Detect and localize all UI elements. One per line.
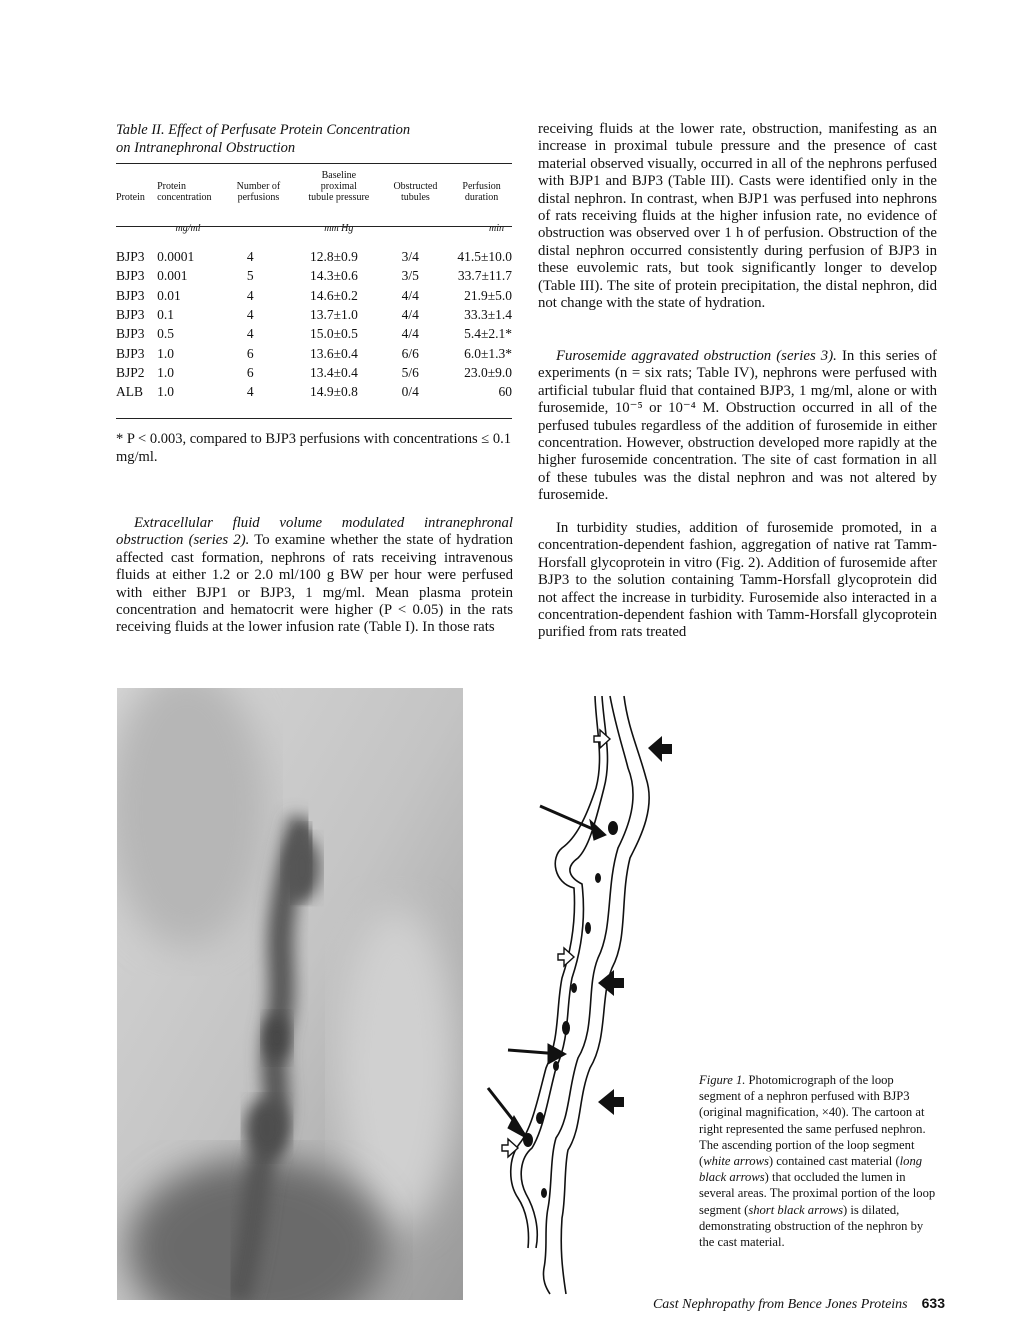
white-arrows-term: white arrows (703, 1154, 769, 1169)
units-row (114, 209, 514, 247)
cell-obstructed: 3/4 (401, 249, 419, 265)
cell-pressure: 13.4±0.4 (310, 364, 358, 380)
cell-concentration: 1.0 (157, 384, 174, 400)
cell-pressure: 14.6±0.2 (310, 287, 358, 303)
table-header-row (114, 170, 514, 209)
cell-protein: BJP3 (116, 345, 145, 361)
nephron-cartoon (478, 688, 693, 1298)
right-paragraph-2 (538, 348, 937, 505)
cell-pressure: 13.6±0.4 (310, 345, 358, 361)
cell-perfusions: 4 (246, 326, 254, 342)
table-row (114, 343, 514, 362)
left-paragraph-body: To examine whether the state of hydration affected cast formation, nephrons of rats receiving intravenous fluids at either 1.2 or 2.0 ml/100 g BW per hour were perfused with either BJP1 or BJP3, 1 mg/ml. Mean plasma protein concentration and hematocrit were higher (P < 0.05) in the rats receiving fluids at the lower infusion rate (Table I). In those rats (116, 532, 513, 636)
col-perfusions: Number of perfusions (236, 181, 281, 203)
table-caption (116, 121, 516, 157)
cell-concentration: 1.0 (157, 345, 174, 361)
table-row (114, 266, 514, 285)
col-pressure: Baseline proximal tubule pressure (308, 170, 370, 203)
col-obstructed: Obstructed tubules (393, 181, 438, 203)
cell-duration: 6.0±1.3* (464, 345, 512, 361)
cell-protein: BJP3 (116, 307, 145, 323)
running-title: Cast Nephropathy from Bence Jones Proteins (652, 1297, 908, 1312)
table-row (114, 286, 514, 305)
cell-concentration: 0.5 (157, 326, 174, 342)
unit-duration: min (489, 222, 504, 234)
cell-duration: 33.3±1.4 (464, 307, 512, 323)
cell-pressure: 14.9±0.8 (310, 384, 358, 400)
cell-protein: BJP3 (116, 249, 145, 265)
cell-concentration: 1.0 (157, 364, 174, 380)
cell-pressure: 15.0±0.5 (310, 326, 358, 342)
table-row (114, 324, 514, 343)
left-paragraph-heading: Extracellular fluid volume modulated intranephronal obstruction (series 2). (116, 515, 513, 549)
cell-pressure: 13.7±1.0 (310, 307, 358, 323)
cell-concentration: 0.01 (157, 287, 181, 303)
right-paragraph-2-heading: Furosemide aggravated obstruction (series 3). (556, 348, 837, 364)
cell-perfusions: 4 (246, 249, 254, 265)
cell-perfusions: 4 (246, 307, 254, 323)
cell-obstructed: 4/4 (401, 307, 419, 323)
cell-protein: BJP3 (116, 287, 145, 303)
long-black-arrows-term: long black arrows (699, 1154, 923, 1185)
table-row (114, 363, 514, 382)
table-row (114, 382, 514, 401)
cell-protein: BJP3 (116, 268, 145, 284)
table-footnote: * P < 0.003, compared to BJP3 perfusions with concentrations ≤ 0.1 mg/ml. (116, 431, 511, 465)
table-top-rule (116, 163, 512, 164)
right-paragraph-2-body: In this series of experiments (n = six rats; Table IV), nephrons were perfused with artificial tubular fluid that contained BJP3, 1 mg/ml, alone or with furosemide, 10⁻⁵ or 10⁻⁴ M. Obstruction occurred in all of the perfused tubules regardless of the addition of furosemide in either concentration. However, obstruction developed more rapidly at the higher furosemide concentration. The site of cast formation in all of these tubules was the distal nephron and was not altered by furosemide. (538, 348, 937, 504)
page-number: 633 (921, 1295, 945, 1311)
right-paragraph-1: receiving fluids at the lower rate, obstruction, manifesting as an increase in proximal tubule pressure and the presence of cast material observed visually, occurred in all of the nephrons perfused with BJP1 and BJP3 (Table III). Casts were identified only in the distal nephron. In contrast, when BJP1 was perfused into nephrons of rats receiving fluids at the higher infusion rate, no evidence of obstruction was observed over 1 h of perfusion. Obstruction of the distal nephron occurred consistently during perfusion of BJP3 in these euvolemic rats, but took significantly longer to develop (Table III). The site of protein precipitation, the distal nephron, did not change with the state of hydration. (538, 121, 937, 312)
col-duration: Perfusion duration (462, 181, 501, 203)
cell-protein: BJP2 (116, 364, 145, 380)
cell-duration: 21.9±5.0 (464, 287, 512, 303)
cell-obstructed: 4/4 (401, 287, 419, 303)
short-black-arrows-term: short black arrows (748, 1202, 844, 1217)
cell-obstructed: 3/5 (401, 268, 419, 284)
unit-pressure: mm Hg (324, 222, 354, 234)
table-row (114, 305, 514, 324)
table-header-rule (116, 226, 512, 227)
cell-concentration: 0.001 (157, 268, 188, 284)
cell-concentration: 0.1 (157, 307, 174, 323)
left-paragraph (116, 515, 513, 637)
cell-protein: ALB (116, 384, 143, 400)
cell-duration: 41.5±10.0 (457, 249, 512, 265)
cell-perfusions: 6 (246, 345, 254, 361)
cell-obstructed: 0/4 (401, 384, 419, 400)
col-protein: Protein (116, 192, 145, 203)
cell-pressure: 14.3±0.6 (310, 268, 358, 284)
cell-perfusions: 6 (246, 364, 254, 380)
page-footer (600, 1295, 945, 1313)
table-caption-line2: on Intranephronal Obstruction (116, 140, 296, 156)
cell-perfusions: 4 (246, 384, 254, 400)
figure-caption: Figure 1. Photomicrograph of the loop segment of a nephron perfused with BJP3 (original magnification, ×40). The cartoon at right represented the same perfused nephron. The ascending portion of the loop segment (white arrows) contained cast material (long black arrows) that occluded the lumen in several areas. The proximal portion of the loop segment (short black arrows) is dilated, demonstrating obstruction of the nephron by the cast material. (699, 1073, 936, 1250)
cell-pressure: 12.8±0.9 (310, 249, 358, 265)
cell-perfusions: 5 (246, 268, 254, 284)
photomicrograph (117, 688, 463, 1300)
cell-obstructed: 4/4 (401, 326, 419, 342)
figure-label: Figure 1. (699, 1073, 746, 1087)
cell-perfusions: 4 (246, 287, 254, 303)
table-bottom-rule (116, 418, 512, 419)
cell-duration: 23.0±9.0 (464, 364, 512, 380)
col-concentration: Protein concentration (157, 181, 212, 203)
table-caption-line1: Table II. Effect of Perfusate Protein Concentration (116, 122, 411, 138)
cell-duration: 5.4±2.1* (464, 326, 512, 342)
table-row (114, 247, 514, 266)
cell-obstructed: 6/6 (401, 345, 419, 361)
cell-duration: 33.7±11.7 (457, 268, 512, 284)
cell-obstructed: 5/6 (401, 364, 419, 380)
cell-protein: BJP3 (116, 326, 145, 342)
cell-duration: 60 (498, 384, 512, 400)
unit-concentration: mg/ml (175, 222, 201, 234)
cell-concentration: 0.0001 (157, 249, 195, 265)
right-paragraph-3: In turbidity studies, addition of furosemide promoted, in a concentration-dependent fashion, aggregation of native rat Tamm-Horsfall glycoprotein in vitro (Fig. 2). Addition of furosemide after BJP3 to the solution containing Tamm-Horsfall glycoprotein did not affect the increase in turbidity. Furosemide also interacted in a concentration-dependent fashion with Tamm-Horsfall glycoprotein purified from rats treated (538, 520, 937, 641)
data-table (114, 170, 514, 401)
